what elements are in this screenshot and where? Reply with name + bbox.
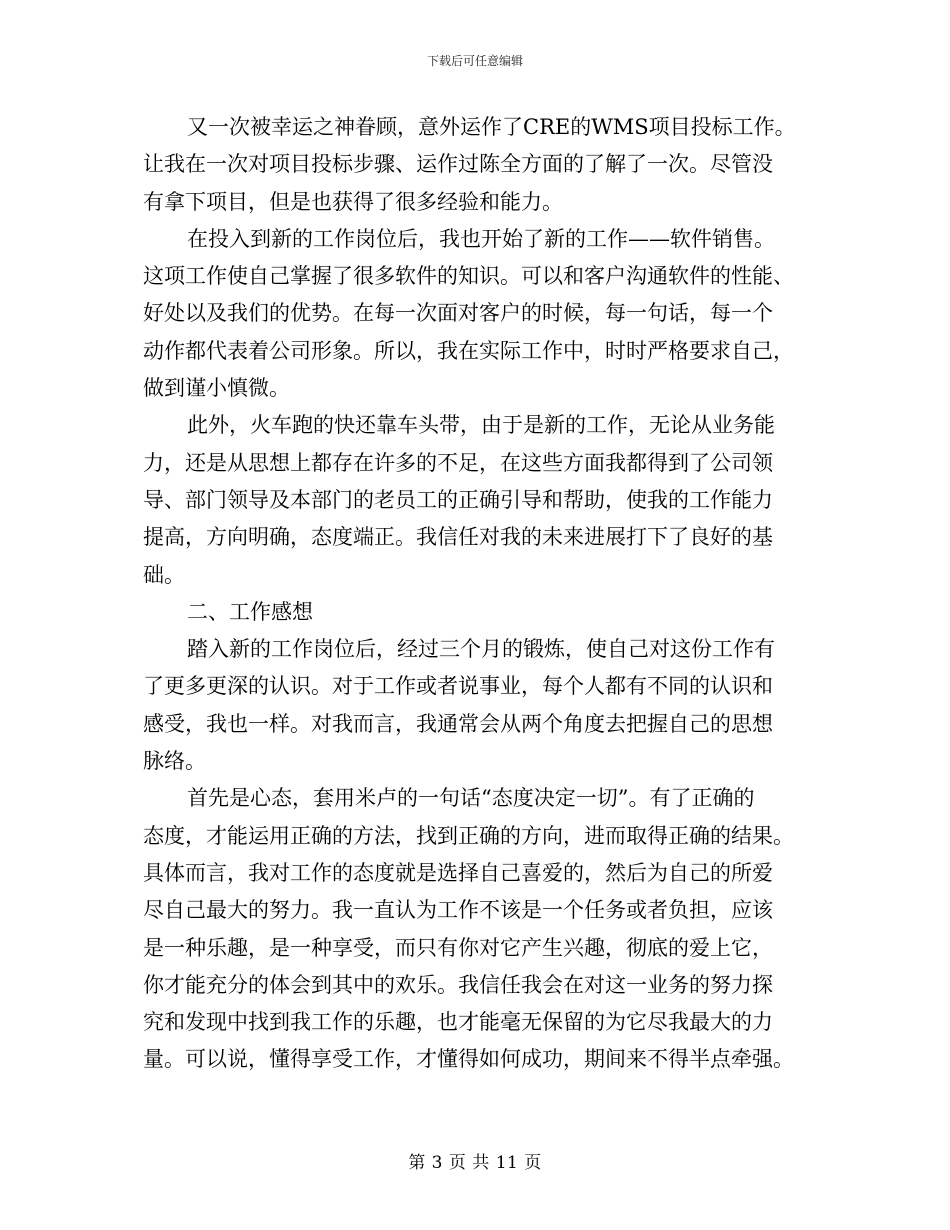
text-line: 感受，我也一样。对我而言，我通常会从两个角度去把握自己的思想: [143, 711, 773, 736]
text-line: 础。: [143, 562, 185, 587]
text-line: 提高，方向明确，态度端正。我信任对我的未来进展打下了良好的基: [143, 525, 773, 550]
text-line: 首先是心态，套用米卢的一句话“态度决定一切”。有了正确的: [187, 786, 755, 811]
page-header: 下载后可任意编辑: [426, 54, 523, 68]
text-line: 了更多更深的认识。对于工作或者说事业，每个人都有不同的认识和: [143, 674, 773, 699]
document-body: [143, 109, 808, 1079]
text-line: 好处以及我们的优势。在每一次面对客户的时候，每一句话，每一个: [143, 301, 773, 326]
text-line: 具体而言，我对工作的态度就是选择自己喜爱的，然后为自己的所爱: [143, 860, 773, 885]
text-line: 动作都代表着公司形象。所以，我在实际工作中，时时严格要求自己，: [143, 338, 794, 363]
text-line: 量。可以说，懂得享受工作，才懂得如何成功，期间来不得半点牵强。: [143, 1047, 794, 1072]
text-line: 态度，才能运用正确的方法，找到正确的方向，进而取得正确的结果。: [143, 823, 794, 848]
text-line: 踏入新的工作岗位后，经过三个月的锻炼，使自己对这份工作有: [187, 637, 775, 662]
text-line: 在投入到新的工作岗位后，我也开始了新的工作——软件销售。: [187, 226, 775, 251]
text-line: 又一次被幸运之神眷顾，意外运作了CRE的WMS项目投标工作。: [187, 115, 796, 139]
text-line: 此外，火车跑的快还靠车头带，由于是新的工作，无论从业务能: [187, 413, 775, 438]
text-line: 力，还是从思想上都存在许多的不足，在这些方面我都得到了公司领: [143, 450, 773, 475]
text-line: 做到谨小慎微。: [143, 376, 290, 401]
text-line: 让我在一次对项目投标步骤、运作过陈全方面的了解了一次。尽管没: [143, 152, 773, 177]
text-line: 尽自己最大的努力。我一直认为工作不该是一个任务或者负担，应该: [143, 898, 773, 923]
text-line: 究和发现中找到我工作的乐趣，也才能毫无保留的为它尽我最大的力: [143, 1010, 773, 1035]
section-heading: 二、工作感想: [187, 599, 313, 624]
text-line: 你才能充分的体会到其中的欢乐。我信任我会在对这一业务的努力探: [143, 972, 773, 997]
text-line: 这项工作使自己掌握了很多软件的知识。可以和客户沟通软件的性能、: [143, 264, 794, 289]
text-line: 是一种乐趣，是一种享受，而只有你对它产生兴趣，彻底的爱上它，: [143, 935, 773, 960]
text-line: 有拿下项目，但是也获得了很多经验和能力。: [143, 189, 563, 214]
text-line: 脉络。: [143, 749, 206, 774]
page-number-footer: 第 3 页 共 11 页: [408, 1153, 542, 1173]
text-line: 导、部门领导及本部门的老员工的正确引导和帮助，使我的工作能力: [143, 487, 773, 512]
